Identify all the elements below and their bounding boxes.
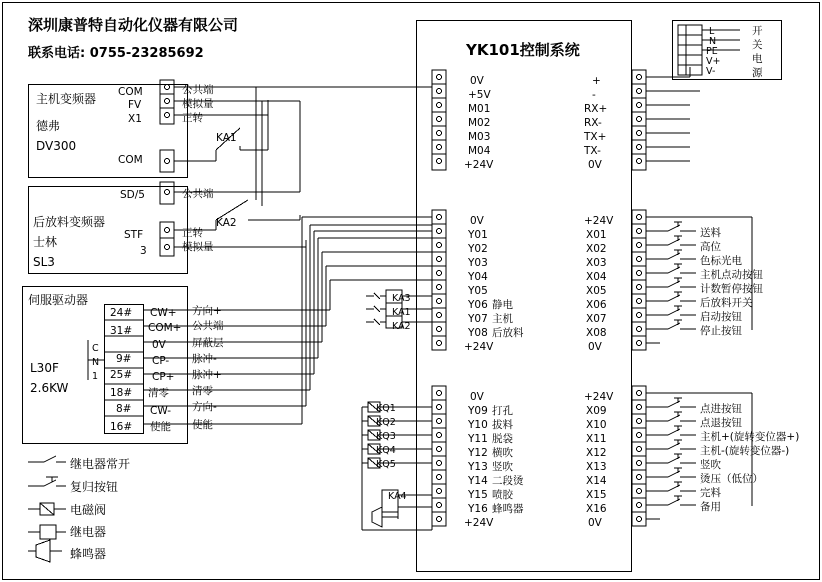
out1-right-x03: X03 [586, 257, 607, 269]
out1-right-note-x05: 计数暂停按钮 [700, 283, 763, 295]
rear-feeder-term-3: 3 [140, 245, 147, 257]
comm-right-rxm: RX- [584, 117, 602, 129]
out2-valve-kq2: KQ2 [376, 417, 396, 428]
power-label-line-1: 开 [752, 25, 763, 37]
out2-right-0v: 0V [588, 517, 602, 529]
out1-right-x05: X05 [586, 285, 607, 297]
comm-right-plus: + [592, 75, 601, 87]
out2-left-y14: Y14 [468, 475, 488, 487]
contact-phone: 联系电话: 0755-23285692 [28, 46, 204, 61]
rear-feeder-brand: 士林 [33, 235, 58, 249]
out2-right-x14: X14 [586, 475, 607, 487]
comm-left-m03: M03 [468, 131, 491, 143]
out1-right-note-x08: 停止按钮 [700, 325, 742, 337]
servo-sig-cwminus: CW- [150, 405, 172, 417]
out2-right-note-x12: 主机-(旋转变位器-) [700, 445, 790, 457]
out2-valve-kq4: KQ4 [376, 445, 396, 456]
out2-left-0v: 0V [470, 391, 484, 403]
rear-feeder-relay-ka2: KA2 [216, 217, 237, 229]
out2-left-note-y12: 横吹 [492, 447, 513, 459]
legend-label-buzzer: 蜂鸣器 [70, 547, 107, 561]
servo-note-dir-minus: 方向- [192, 401, 217, 413]
comm-right-rxp: RX+ [584, 103, 608, 115]
out2-left-y13: Y13 [468, 461, 488, 473]
out1-right-x06: X06 [586, 299, 607, 311]
main-inverter-relay-ka1: KA1 [216, 132, 237, 144]
legend-label-reset-button: 复归按钮 [70, 480, 119, 494]
rear-feeder-term-stf: STF [124, 229, 144, 241]
main-inverter-term-fv: FV [128, 99, 142, 111]
servo-note-common: 公共端 [192, 320, 224, 332]
power-terminal-PE: PE [706, 46, 718, 57]
legend-label-relay: 继电器 [70, 525, 107, 539]
out1-left-24v: +24V [464, 341, 494, 353]
out2-right-x15: X15 [586, 489, 607, 501]
servo-sig-enable: 使能 [150, 421, 171, 433]
servo-pin-9: 9# [116, 353, 132, 365]
servo-note-pulse-minus: 脉冲- [192, 353, 217, 365]
out1-left-y06: Y06 [468, 299, 488, 311]
servo-note-clear: 清零 [192, 385, 213, 397]
out2-right-24v: +24V [584, 391, 614, 403]
servo-cn1-label-n: N [92, 357, 100, 368]
out2-relay-ka4: KA4 [388, 491, 407, 502]
out2-right-x13: X13 [586, 461, 607, 473]
comm-right-txp: TX+ [584, 131, 607, 143]
out2-left-y15: Y15 [468, 489, 488, 501]
out2-right-note-x10: 点退按钮 [700, 417, 742, 429]
main-inverter-term-com2: COM [118, 154, 143, 166]
comm-right-txm: TX- [584, 145, 601, 157]
out2-right-note-x09: 点进按钮 [700, 403, 742, 415]
out2-right-x09: X09 [586, 405, 607, 417]
out2-right-x12: X12 [586, 447, 607, 459]
out2-right-note-x16: 备用 [700, 501, 721, 513]
power-label-line-3: 电 [752, 53, 763, 65]
out2-left-y12: Y12 [468, 447, 488, 459]
main-inverter-model: DV300 [36, 139, 77, 153]
power-terminal-N: N [709, 36, 717, 47]
main-inverter-note-analog: 模拟量 [182, 98, 214, 110]
out1-right-x04: X04 [586, 271, 607, 283]
servo-sig-complus: COM+ [148, 322, 182, 334]
comm-left-24v: +24V [464, 159, 494, 171]
rear-feeder-term-sd5: SD/5 [120, 189, 145, 201]
comm-left-m01: M01 [468, 103, 491, 115]
out1-left-note-y08: 后放料 [492, 327, 524, 339]
servo-pin-16: 16# [110, 421, 133, 433]
out2-right-note-x14: 烫压（低位） [700, 473, 763, 485]
main-inverter-note-common: 公共端 [182, 84, 214, 96]
servo-cn1-label-c: C [92, 343, 99, 354]
servo-sig-cpplus: CP+ [152, 371, 175, 383]
servo-sig-cwplus: CW+ [150, 307, 177, 319]
main-inverter-note-forward: 正转 [182, 112, 203, 124]
legend-label-solenoid: 电磁阀 [70, 503, 107, 517]
controller-title: YK101控制系统 [466, 41, 580, 59]
out1-right-note-x06: 后放料开关 [700, 297, 753, 309]
out1-right-x07: X07 [586, 313, 607, 325]
out2-right-x16: X16 [586, 503, 607, 515]
power-terminal-Vplus: V+ [706, 56, 721, 67]
servo-pin-24: 24# [110, 307, 133, 319]
servo-cn1-label-1: 1 [92, 371, 99, 382]
out2-right-note-x11: 主机+(旋转变位器+) [700, 431, 800, 443]
out2-valve-kq1: KQ1 [376, 403, 396, 414]
rear-feeder-model: SL3 [33, 255, 55, 269]
out1-left-note-y06: 静电 [492, 299, 513, 311]
out1-left-note-y07: 主机 [492, 313, 513, 325]
out1-right-note-x04: 主机点动按钮 [700, 269, 763, 281]
servo-note-enable: 使能 [192, 419, 213, 431]
out1-right-24v: +24V [584, 215, 614, 227]
servo-pin-31: 31# [110, 325, 133, 337]
out2-right-note-x13: 竖吹 [700, 459, 721, 471]
servo-note-shield: 屏蔽层 [192, 337, 224, 349]
out1-relay-ka1: KA1 [392, 307, 411, 318]
out2-right-x11: X11 [586, 433, 607, 445]
legend-label-relay-no: 继电器常开 [70, 457, 131, 471]
servo-note-dir-plus: 方向+ [192, 305, 222, 317]
rear-feeder-note-common: 公共端 [182, 188, 214, 200]
rear-feeder-note-forward: 正转 [182, 227, 203, 239]
out1-left-y07: Y07 [468, 313, 488, 325]
out1-relay-ka3: KA3 [392, 293, 411, 304]
comm-left-m04: M04 [468, 145, 491, 157]
servo-pin-18: 18# [110, 387, 133, 399]
servo-driver-title: 伺服驱动器 [28, 293, 89, 307]
out1-left-y04: Y04 [468, 271, 488, 283]
main-inverter-term-com1: COM [118, 86, 143, 98]
out2-left-y10: Y10 [468, 419, 488, 431]
servo-pin-8: 8# [116, 403, 132, 415]
out2-left-y11: Y11 [468, 433, 488, 445]
out2-valve-kq3: KQ3 [376, 431, 396, 442]
out1-left-y05: Y05 [468, 285, 488, 297]
servo-sig-cpminus: CP- [152, 355, 170, 367]
comm-left-5v: +5V [468, 89, 491, 101]
out1-relay-ka2: KA2 [392, 321, 411, 332]
out2-left-note-y10: 拔料 [492, 419, 513, 431]
main-inverter-brand: 德弗 [36, 119, 61, 133]
out2-left-note-y13: 竖吹 [492, 461, 513, 473]
main-inverter-title: 主机变频器 [36, 92, 97, 106]
company-name: 深圳康普特自动化仪器有限公司 [28, 16, 239, 34]
out1-left-0v: 0V [470, 215, 484, 227]
comm-left-m02: M02 [468, 117, 491, 129]
out1-right-0v: 0V [588, 341, 602, 353]
servo-sig-0v: 0V [152, 339, 166, 351]
out1-right-note-x07: 启动按钮 [700, 311, 742, 323]
rear-feeder-note-analog: 模拟量 [182, 241, 214, 253]
out1-right-x08: X08 [586, 327, 607, 339]
out2-left-note-y15: 喷胶 [492, 489, 513, 501]
power-label-line-2: 关 [752, 39, 763, 51]
power-label-line-4: 源 [752, 67, 763, 79]
out1-right-note-x03: 色标光电 [700, 255, 742, 267]
out2-left-y09: Y09 [468, 405, 488, 417]
out2-left-y16: Y16 [468, 503, 488, 515]
out2-left-note-y11: 脱袋 [492, 433, 513, 445]
out1-left-y01: Y01 [468, 229, 488, 241]
servo-sig-clear: 清零 [148, 387, 169, 399]
comm-left-0v: 0V [470, 75, 484, 87]
main-inverter-term-x1: X1 [128, 113, 142, 125]
servo-pin-25: 25# [110, 369, 133, 381]
servo-driver-model: L30F [30, 361, 59, 375]
out1-right-x02: X02 [586, 243, 607, 255]
servo-driver-power: 2.6KW [30, 381, 69, 395]
servo-note-pulse-plus: 脉冲+ [192, 369, 222, 381]
power-terminal-L: L [709, 26, 715, 37]
out1-right-x01: X01 [586, 229, 607, 241]
out1-left-y08: Y08 [468, 327, 488, 339]
out2-right-x10: X10 [586, 419, 607, 431]
out1-right-note-x02: 高位 [700, 241, 721, 253]
out1-left-y02: Y02 [468, 243, 488, 255]
out2-right-note-x15: 完料 [700, 487, 721, 499]
out2-left-note-y09: 打孔 [492, 405, 513, 417]
out1-left-y03: Y03 [468, 257, 488, 269]
power-terminal-Vminus: V- [706, 66, 716, 77]
out1-right-note-x01: 送料 [700, 227, 721, 239]
rear-feeder-title: 后放料变频器 [33, 215, 106, 229]
comm-right-0v: 0V [588, 159, 602, 171]
out2-left-note-y16: 蜂鸣器 [492, 503, 524, 515]
out2-left-note-y14: 二段烫 [492, 475, 524, 487]
comm-right-minus: - [592, 89, 596, 101]
out2-valve-kq5: KQ5 [376, 459, 396, 470]
out2-left-24v: +24V [464, 517, 494, 529]
